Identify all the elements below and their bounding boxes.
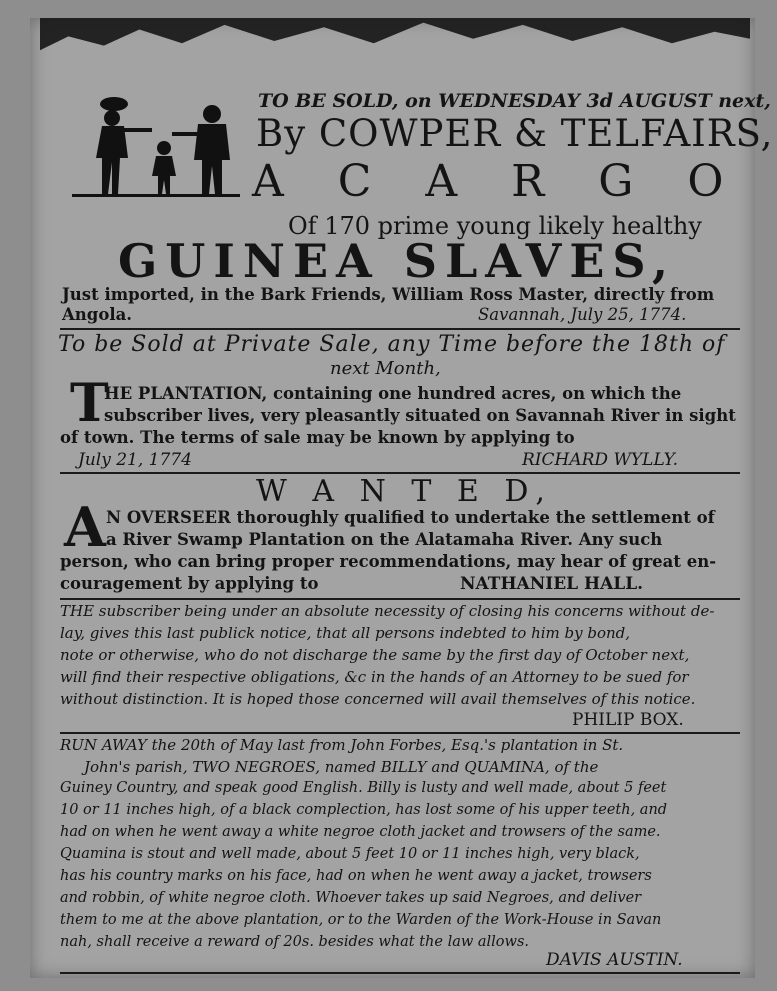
notice-text-line2: lay, gives this last publick notice, that all persons indebted to him by bond, bbox=[60, 624, 631, 642]
wanted-text-line2: a River Swamp Plantation on the Alatamaha River. Any such bbox=[106, 530, 663, 549]
notice-text-line4: will find their respective obligations, &c in the hands of an Attorney to be sued for bbox=[60, 668, 689, 686]
ad3-signer: NATHANIEL HALL. bbox=[460, 574, 644, 594]
wanted-text-line4: couragement by applying to bbox=[60, 574, 319, 593]
notice-text-line3: note or otherwise, who do not discharge the same by the first day of October next, bbox=[60, 646, 690, 664]
sale-date-heading: TO BE SOLD, on WEDNESDAY 3d AUGUST next, bbox=[258, 90, 771, 112]
ad4-signer: PHILIP BOX. bbox=[572, 710, 684, 730]
drop-cap-a: A bbox=[64, 495, 106, 559]
notice-text-line1: THE subscriber being under an absolute necessity of closing his concerns without de- bbox=[60, 602, 715, 620]
wanted-text-line1: N OVERSEER thoroughly qualified to undertake the settlement of bbox=[106, 508, 715, 527]
runaway-text-line9: them to me at the above plantation, or to the Warden of the Work-House in Savan bbox=[60, 912, 662, 928]
import-details: Just imported, in the Bark Friends, William Ross Master, directly from bbox=[62, 285, 715, 304]
runaway-text-line6: Quamina is stout and well made, about 5 feet 10 or 11 inches high, very black, bbox=[60, 846, 640, 862]
ad5-signer: DAVIS AUSTIN. bbox=[546, 950, 683, 970]
runaway-text-line7: has his country marks on his face, had on when he went away a jacket, trowsers bbox=[60, 868, 652, 884]
cargo-title: GUINEA SLAVES, bbox=[118, 234, 676, 288]
runaway-text-line5: had on when he went away a white negroe cloth jacket and trowsers of the same. bbox=[60, 824, 661, 840]
sellers-heading: By COWPER & TELFAIRS, bbox=[256, 112, 774, 155]
wanted-text-line3: person, who can bring proper recommendations, may hear of great en- bbox=[60, 552, 717, 571]
notice-text-line5: without distinction. It is hoped those concerned will avail themselves of this notice. bbox=[60, 690, 696, 708]
runaway-text-line3: Guiney Country, and speak good English. Billy is lusty and well made, about 5 feet bbox=[60, 780, 667, 796]
cargo-description: Of 170 prime young likely healthy bbox=[288, 212, 702, 240]
runaway-text-line10: nah, shall receive a reward of 20s. besides what the law allows. bbox=[60, 934, 529, 950]
plantation-text-line2: subscriber lives, very pleasantly situated on Savannah River in sight bbox=[104, 406, 736, 425]
drop-cap-t: T bbox=[70, 373, 109, 434]
ad2-date: July 21, 1774 bbox=[78, 450, 192, 470]
ad1-dateline: Savannah, July 25, 1774. bbox=[478, 305, 687, 324]
wanted-heading: W A N T E D, bbox=[256, 474, 553, 509]
private-sale-heading: To be Sold at Private Sale, any Time before the 18th of bbox=[58, 332, 726, 357]
cargo-heading: A C A R G O bbox=[252, 156, 744, 207]
private-sale-heading-cont: next Month, bbox=[330, 358, 441, 379]
runaway-text-line8: and robbin, of white negroe cloth. Whoever takes up said Negroes, and deliver bbox=[60, 890, 642, 906]
runaway-text-line1: RUN AWAY the 20th of May last from John Forbes, Esq.'s plantation in St. bbox=[60, 736, 624, 754]
divider-rule bbox=[60, 598, 740, 600]
plantation-text-line1: HE PLANTATION, containing one hundred acres, on which the bbox=[104, 384, 682, 403]
plantation-text-line3: of town. The terms of sale may be known by applying to bbox=[60, 428, 575, 447]
divider-rule bbox=[60, 328, 740, 330]
divider-rule bbox=[60, 732, 740, 734]
ad2-signer: RICHARD WYLLY. bbox=[522, 450, 679, 470]
runaway-text-line2: John's parish, TWO NEGROES, named BILLY and QUAMINA, of the bbox=[84, 758, 599, 776]
runaway-text-line4: 10 or 11 inches high, of a black complection, has lost some of his upper teeth, and bbox=[60, 802, 668, 818]
woodcut-figures-illustration bbox=[72, 96, 240, 204]
bottom-rule bbox=[60, 972, 740, 974]
import-origin: Angola. bbox=[62, 305, 133, 324]
